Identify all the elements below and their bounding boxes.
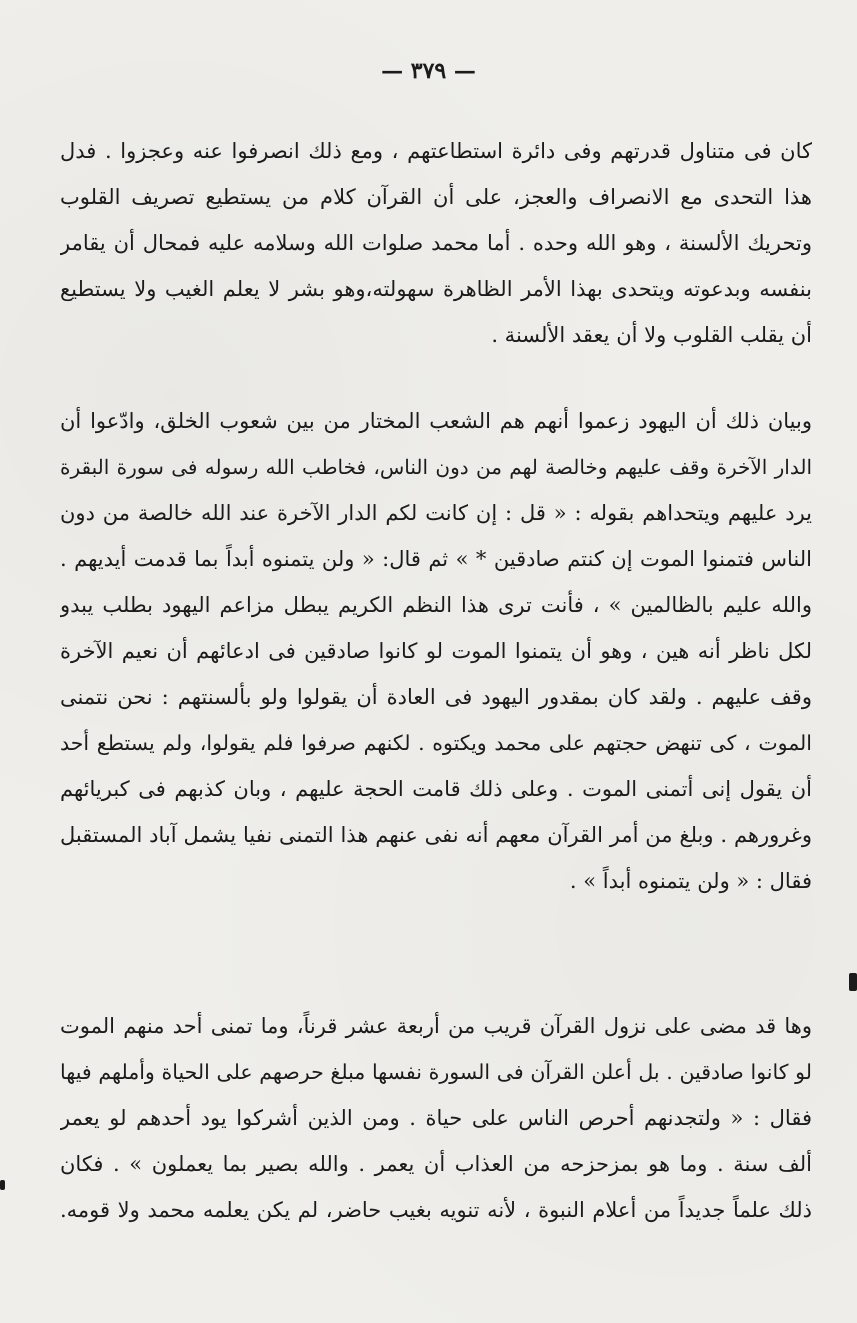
text-line: ألف سنة . وما هو بمزحزحه من العذاب أن يعمر . والله بصير بما يعملون » . فكان [60,1152,812,1176]
text-line: ذلك علماً جديداً من أعلام النبوة ، لأنه تنويه بغيب حاضر، لم يكن يعلمه محمد ولا قومه. [60,1198,812,1222]
text-line: لو كانوا صادقين . بل أعلن القرآن فى السورة نفسها مبلغ حرصهم على الحياة وأملهم فيها [60,1060,812,1084]
text-line: وبيان ذلك أن اليهود زعموا أنهم هم الشعب المختار من بين شعوب الخلق، وادّعوا أن [60,409,812,433]
paragraph-2 [60,398,812,904]
text-line: وها قد مضى على نزول القرآن قريب من أربعة عشر قرناً، وما تمنى أحد منهم الموت [60,1014,812,1038]
text-line: وغرورهم . وبلغ من أمر القرآن معهم أنه نفى عنهم هذا التمنى نفيا يشمل آباد المستقبل [60,823,812,847]
text-line: والله عليم بالظالمين » ، فأنت ترى هذا النظم الكريم يبطل مزاعم اليهود بطلب يبدو [60,593,812,617]
text-line: أن يقول إنى أتمنى الموت . وعلى ذلك قامت الحجة عليهم ، وبان كذبهم فى كبريائهم [60,777,812,801]
scan-margin-mark [0,1180,5,1190]
text-line: يرد عليهم ويتحداهم بقوله : « قل : إن كانت لكم الدار الآخرة عند الله خالصة من دون [60,501,812,525]
text-line: فقال : « ولتجدنهم أحرص الناس على حياة . ومن الذين أشركوا يود أحدهم لو يعمر [60,1106,812,1130]
page-number: — ٣٧٩ — [381,58,476,84]
text-line: وقف عليهم . ولقد كان بمقدور اليهود فى العادة أن يقولوا ولو بألسنتهم : نحن نتمنى [60,685,812,709]
paragraph-3 [60,1003,812,1233]
text-line: وتحريك الألسنة ، وهو الله وحده . أما محمد صلوات الله وسلامه عليه فمحال أن يقامر [60,231,812,255]
text-line: الدار الآخرة وقف عليهم وخالصة لهم من دون الناس، فخاطب الله رسوله فى سورة البقرة [60,455,812,479]
text-line: كان فى متناول قدرتهم وفى دائرة استطاعتهم ، ومع ذلك انصرفوا عنه وعجزوا . فدل [60,139,812,163]
text-line: هذا التحدى مع الانصراف والعجز، على أن القرآن كلام من يستطيع تصريف القلوب [60,185,812,209]
paragraph-1 [60,128,812,358]
text-line: بنفسه وبدعوته ويتحدى بهذا الأمر الظاهرة سهولته،وهو بشر لا يعلم الغيب ولا يستطيع [60,277,812,301]
text-line: فقال : « ولن يتمنوه أبداً » . [569,869,812,893]
text-line: لكل ناظر أنه هين ، وهو أن يتمنوا الموت لو كانوا صادقين فى ادعائهم أن نعيم الآخرة [60,639,812,663]
text-line: الناس فتمنوا الموت إن كنتم صادقين * » ثم قال: « ولن يتمنوه أبداً بما قدمت أيديهم . [60,547,812,571]
text-line: أن يقلب القلوب ولا أن يعقد الألسنة . [491,323,812,347]
scan-margin-mark [849,973,857,991]
text-line: الموت ، كى تنهض حجتهم على محمد ويكتوه . لكنهم صرفوا فلم يقولوا، ولم يستطع أحد [60,731,812,755]
